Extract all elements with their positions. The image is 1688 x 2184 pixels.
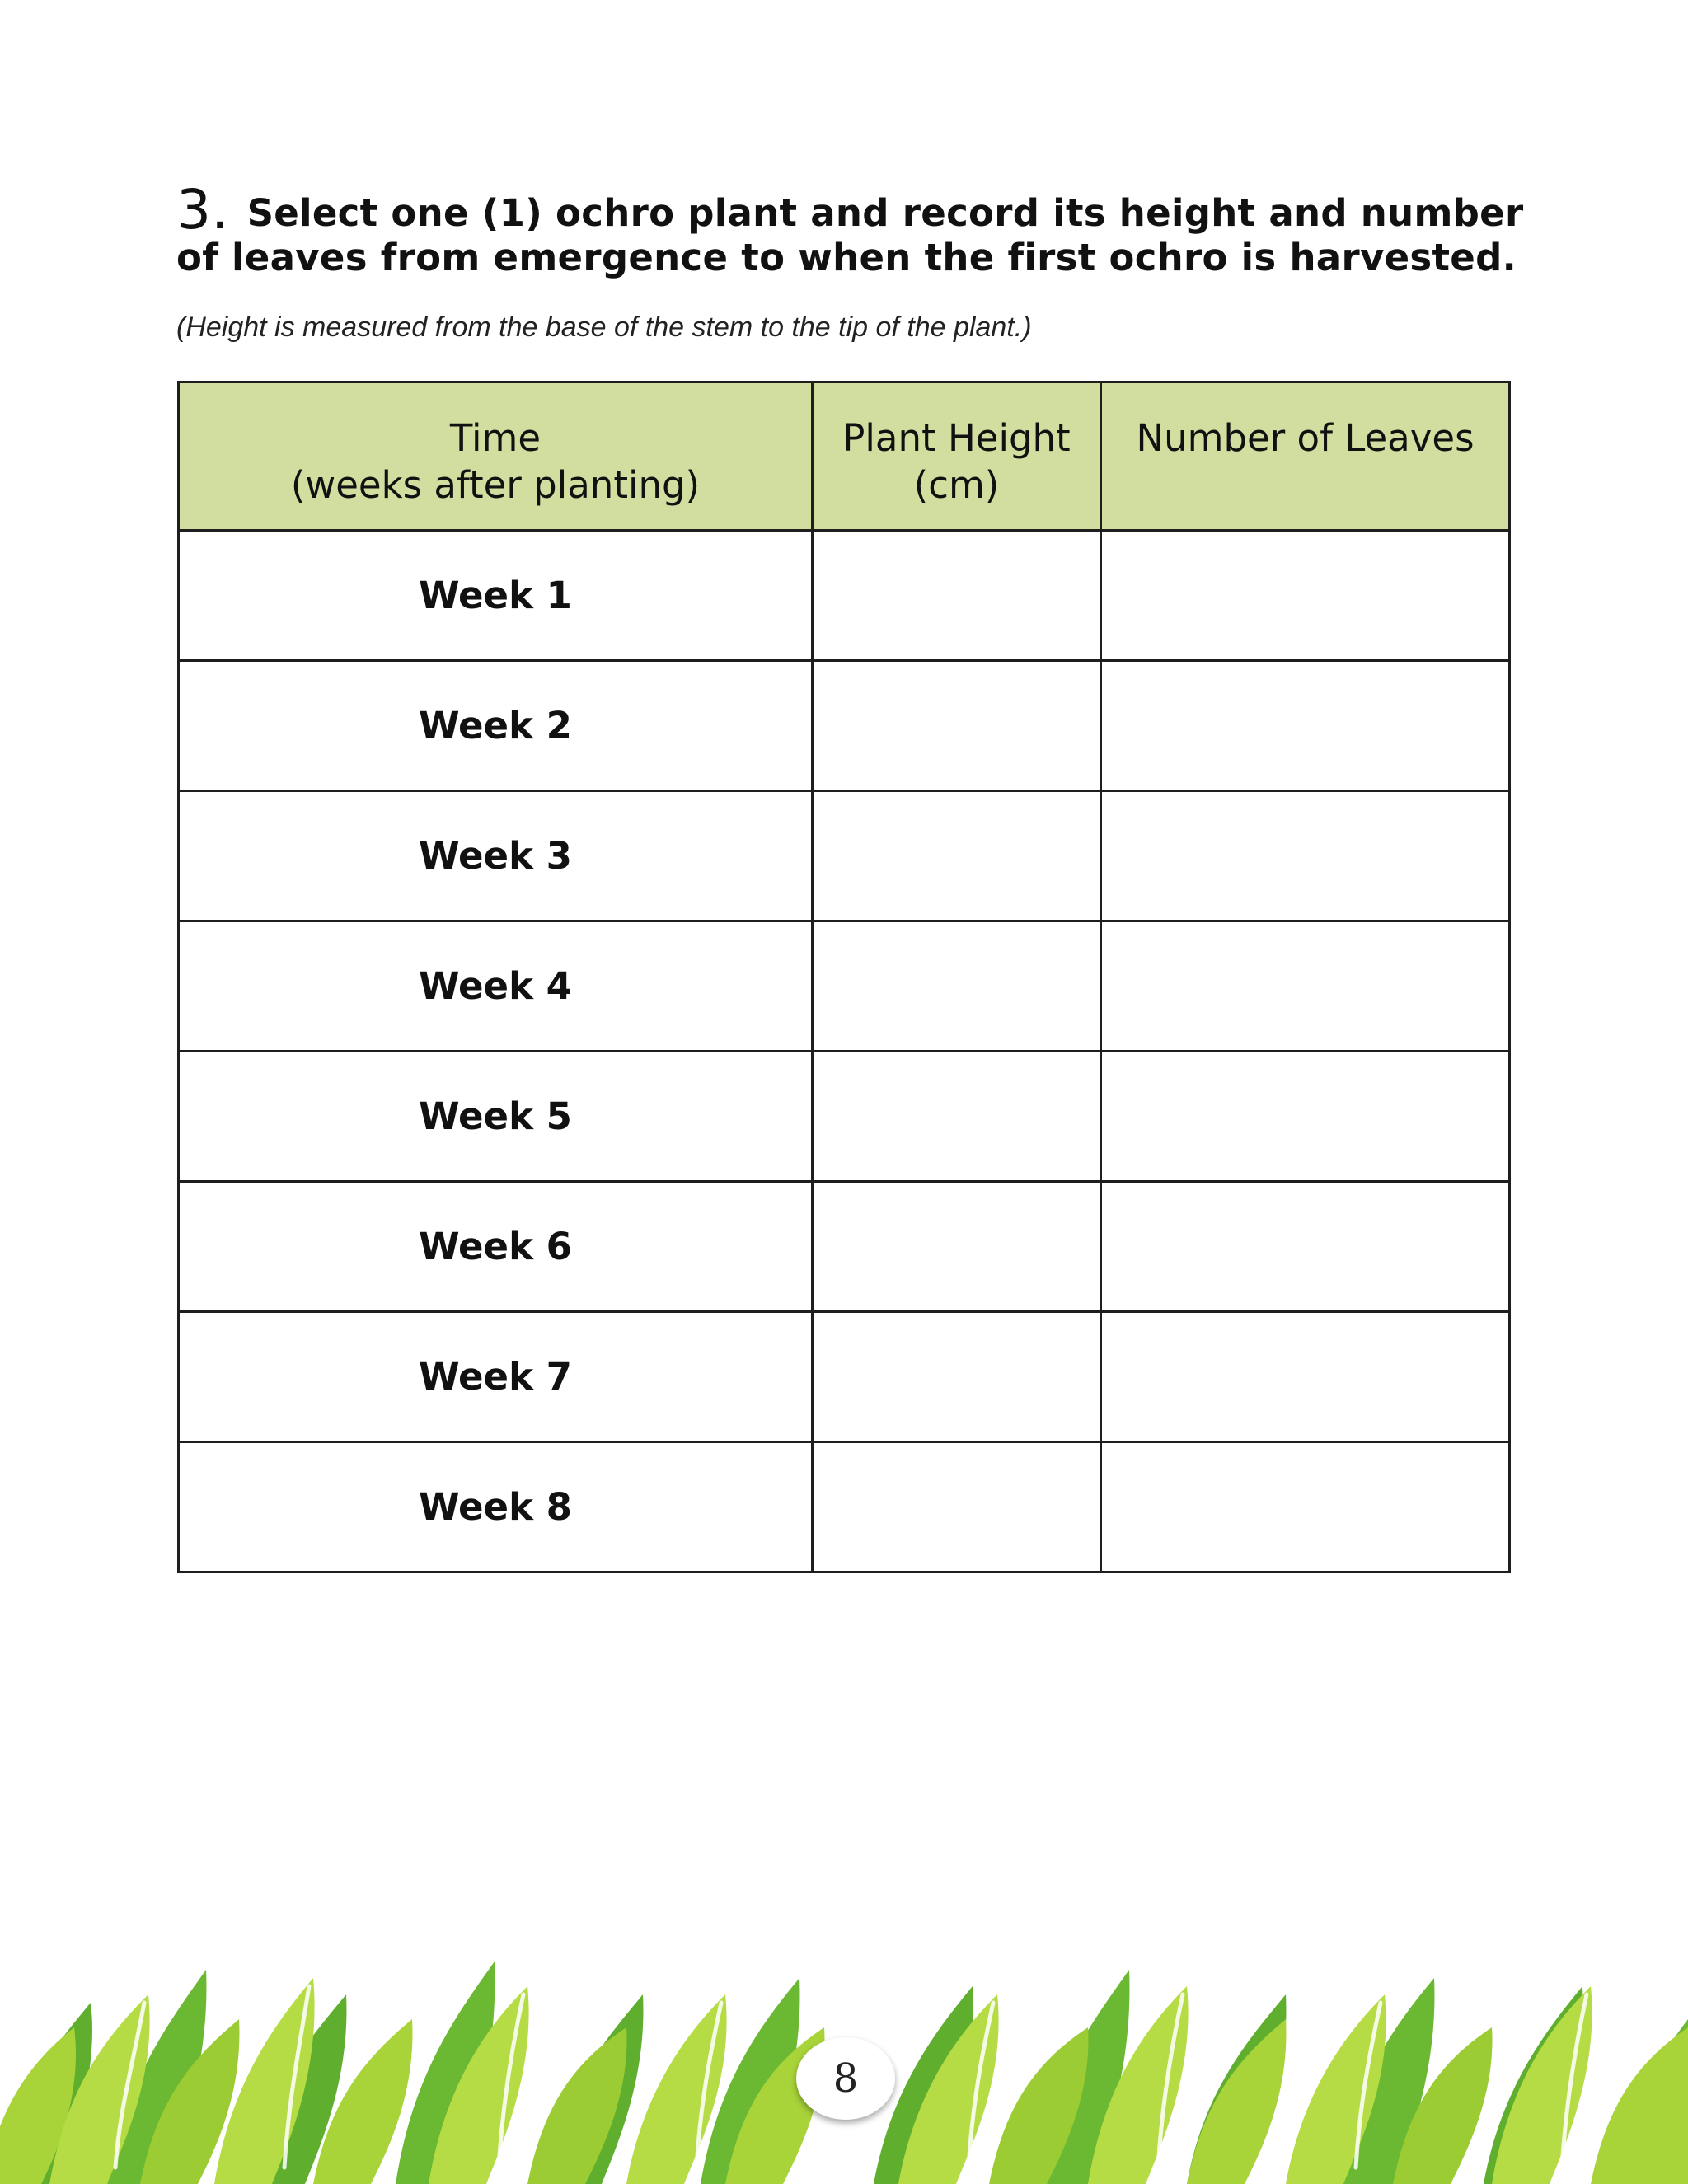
page-number: 8 xyxy=(796,2037,895,2120)
week-label: Week 2 xyxy=(419,704,572,748)
table-row xyxy=(179,1312,1510,1442)
week-cell xyxy=(179,531,813,661)
week-label: Week 7 xyxy=(419,1355,572,1399)
table-row xyxy=(179,1052,1510,1182)
week-cell xyxy=(179,921,813,1052)
table-row xyxy=(179,1182,1510,1312)
header-time xyxy=(179,382,813,531)
leaves-cell[interactable] xyxy=(1101,791,1510,921)
table-row xyxy=(179,921,1510,1052)
height-cell[interactable] xyxy=(813,661,1101,791)
question-text: Select one (1) ochro plant and record its height and number of leaves from emergence to when the first ochro is harvested. xyxy=(176,191,1524,279)
header-height-unit: (cm) xyxy=(913,463,1000,507)
week-cell xyxy=(179,1312,813,1442)
table-row xyxy=(179,531,1510,661)
header-height-title: Plant Height xyxy=(842,416,1071,460)
week-label: Week 3 xyxy=(419,834,572,878)
record-table xyxy=(177,381,1511,1573)
height-cell[interactable] xyxy=(813,1442,1101,1572)
week-label: Week 5 xyxy=(419,1094,572,1138)
leaves-cell[interactable] xyxy=(1101,531,1510,661)
leaves-cell[interactable] xyxy=(1101,1052,1510,1182)
header-number-of-leaves xyxy=(1101,382,1510,531)
leaves-cell[interactable] xyxy=(1101,1442,1510,1572)
week-cell xyxy=(179,1182,813,1312)
height-cell[interactable] xyxy=(813,1312,1101,1442)
height-cell[interactable] xyxy=(813,921,1101,1052)
week-cell xyxy=(179,791,813,921)
table-row xyxy=(179,791,1510,921)
header-time-title: Time xyxy=(449,416,542,460)
table-row xyxy=(179,661,1510,791)
week-cell xyxy=(179,1052,813,1182)
leaves-cell[interactable] xyxy=(1101,661,1510,791)
header-leaves-title: Number of Leaves xyxy=(1136,416,1475,460)
table-header-row xyxy=(179,382,1510,531)
leaves-cell[interactable] xyxy=(1101,1312,1510,1442)
table-row xyxy=(179,1442,1510,1572)
measurement-note: (Height is measured from the base of the stem to the tip of the plant.) xyxy=(176,312,1032,343)
height-cell[interactable] xyxy=(813,1182,1101,1312)
question xyxy=(176,178,1528,280)
week-cell xyxy=(179,1442,813,1572)
header-plant-height xyxy=(813,382,1101,531)
height-cell[interactable] xyxy=(813,791,1101,921)
question-number: 3. xyxy=(176,178,229,241)
leaves-cell[interactable] xyxy=(1101,1182,1510,1312)
header-time-subtitle: (weeks after planting) xyxy=(290,463,701,507)
week-label: Week 6 xyxy=(419,1225,572,1268)
leaves-cell[interactable] xyxy=(1101,921,1510,1052)
height-cell[interactable] xyxy=(813,531,1101,661)
week-label: Week 1 xyxy=(419,574,572,617)
height-cell[interactable] xyxy=(813,1052,1101,1182)
week-cell xyxy=(179,661,813,791)
week-label: Week 4 xyxy=(419,964,572,1008)
week-label: Week 8 xyxy=(419,1485,572,1529)
